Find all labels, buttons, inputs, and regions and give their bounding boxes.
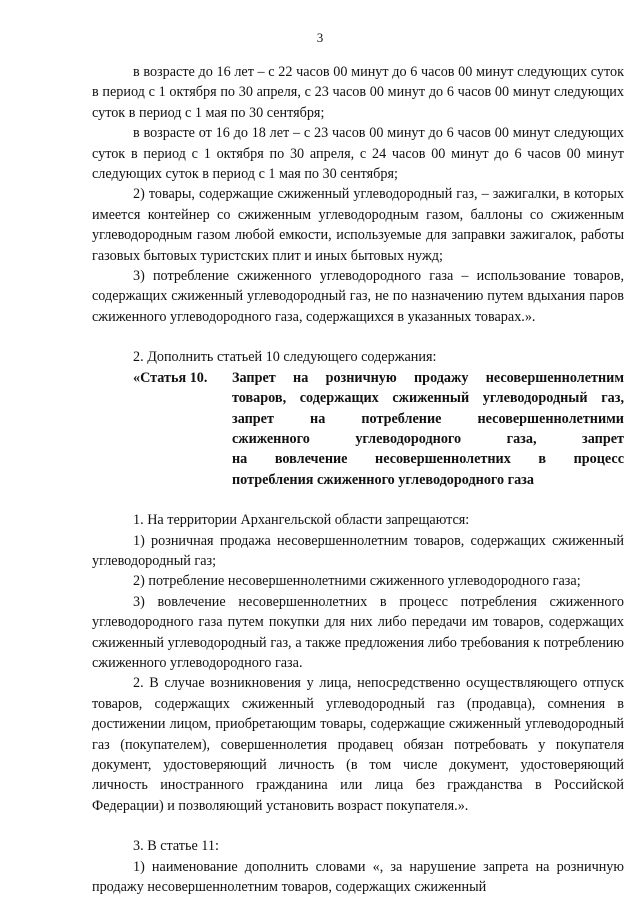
article-10-item-3: 3) вовлечение несовершеннолетних в процесс потребления сжиженного углеводородного газа путем покупки для них либо передачи им товаров, содержащих сжиженный углеводородный газ, а также предложения либо требования к потреблению сжиженного углеводородного газа.	[92, 593, 624, 671]
article-title-line: товаров, содержащих сжиженный углеводородный газ,	[232, 390, 624, 407]
section-gap	[92, 816, 624, 836]
section-gap	[92, 490, 624, 510]
article-title-line: запрет на потребление несовершеннолетними	[232, 410, 624, 427]
article-10-item-2: 2) потребление несовершеннолетними сжиженного углеводородного газа;	[133, 573, 581, 590]
article-title-line: на вовлечение несовершеннолетних в процесс	[232, 451, 624, 468]
paragraph-age-under-16: в возрасте до 16 лет – с 22 часов 00 минут до 6 часов 00 минут следующих суток в период с 1 октября по 30 апреля, с 23 часов 00 минут до 6 часов 00 минут следующих суток в период с 1 мая по 30 сентября;	[92, 64, 624, 121]
paragraph-age-16-18: в возрасте от 16 до 18 лет – с 23 часов 00 минут до 6 часов 00 минут следующих суток в период с 1 октября по 30 апреля, с 24 часов 00 минут до 6 часов 00 минут следующих суток в период с 1 мая по 30 сентября;	[92, 125, 624, 183]
article-title-line: сжиженного углеводородного газа, запрет	[232, 430, 624, 447]
paragraph-lpg-consumption-definition: 3) потребление сжиженного углеводородного газа – использование товаров, содержащих сжиженный углеводородный газ, не по назначению путем вдыхания паров сжиженного углеводородного газа, содержащихся в указанных товарах.».	[92, 268, 624, 325]
article-10-part-2: 2. В случае возникновения у лица, непосредственно осуществляющего отпуск товаров, содержащих сжиженный углеводородный газ (продавца), сомнения в достижении лицом, приобретающим товары, содержащие сжиженный углеводородный газ (покупателем), совершеннолетия продавец обязан потребовать у покупателя документ, удостоверяющий личность (в том числе документ, удостоверяющий личность иностранного гражданина или лица без гражданства в Российской Федерации) и позволяющий установить возраст покупателя.».	[92, 675, 624, 814]
article-10-title	[232, 368, 624, 490]
page-number: 3	[316, 30, 324, 45]
document-body	[92, 62, 624, 897]
article-10-part-1: 1. На территории Архангельской области запрещаются:	[133, 512, 470, 529]
article-10-item-1: 1) розничная продажа несовершеннолетним товаров, содержащих сжиженный углеводородный газ;	[92, 532, 624, 569]
paragraph-lpg-goods-definition: 2) товары, содержащие сжиженный углеводородный газ, – зажигалки, в которых имеется контейнер со сжиженным углеводородным газом, баллоны со сжиженным углеводородным газом любой емкости, используемые для заправки зажигалок, работы газовых бытовых туристских плит и иных бытовых нужд;	[92, 186, 624, 264]
article-10-heading	[92, 368, 624, 490]
section-gap	[92, 327, 624, 347]
article-10-label: «Статья 10.	[133, 369, 208, 386]
article-title-line: Запрет на розничную продажу несовершеннолетним	[232, 369, 624, 386]
article-title-line: потребления сжиженного углеводородного газа	[232, 471, 534, 488]
amendment-3-intro: 3. В статье 11:	[133, 838, 219, 855]
amendment-2-intro: 2. Дополнить статьей 10 следующего содержания:	[133, 349, 437, 366]
amendment-3-item-1: 1) наименование дополнить словами «, за нарушение запрета на розничную продажу несовершеннолетним товаров, содержащих сжиженный	[92, 858, 624, 896]
